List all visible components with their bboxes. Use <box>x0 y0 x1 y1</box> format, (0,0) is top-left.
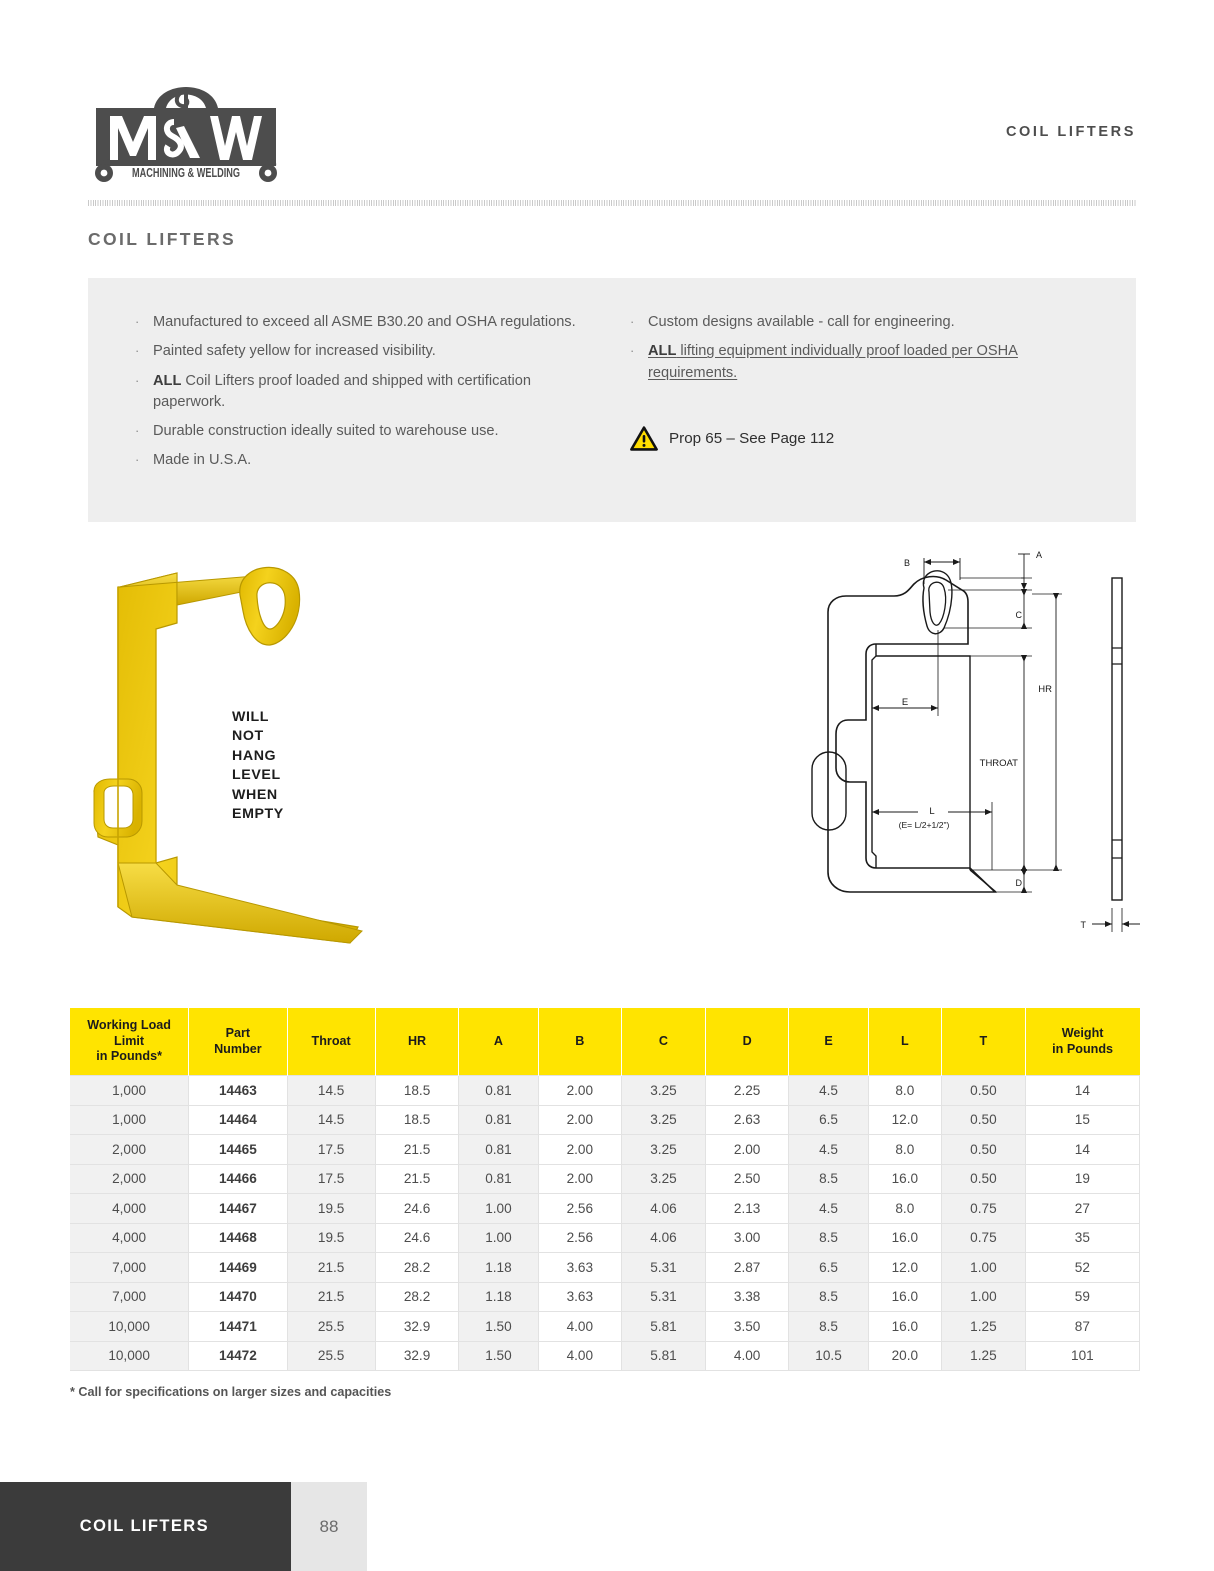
table-cell: 1,000 <box>70 1076 189 1106</box>
col-header-line: HR <box>407 1033 427 1048</box>
table-cell: 14472 <box>189 1341 287 1371</box>
table-cell: 2,000 <box>70 1164 189 1194</box>
feature-text-rest: Coil Lifters proof loaded and shipped with certification paperwork. <box>153 372 532 410</box>
table-cell: 8.0 <box>868 1194 941 1224</box>
table-cell: 14465 <box>189 1135 287 1165</box>
feature-text-rest: lifting equipment individually proof loaded per OSHA requirements. <box>648 343 1018 381</box>
table-cell: 4,000 <box>70 1194 189 1224</box>
table-cell: 12.0 <box>868 1105 941 1135</box>
table-cell: 0.50 <box>942 1164 1026 1194</box>
table-cell: 2.25 <box>705 1076 789 1106</box>
col-header-line: in Pounds <box>1052 1041 1114 1056</box>
table-cell: 3.25 <box>622 1164 706 1194</box>
col-header-t <box>942 1008 1026 1076</box>
col-header-throat <box>287 1008 375 1076</box>
company-logo <box>88 70 284 182</box>
col-header-d <box>705 1008 789 1076</box>
table-cell: 0.81 <box>459 1076 538 1106</box>
table-cell: 20.0 <box>868 1341 941 1371</box>
table-footnote: * Call for specifications on larger sizes and capacities <box>70 1385 392 1399</box>
table-cell: 21.5 <box>287 1253 375 1283</box>
table-cell: 2.00 <box>538 1105 622 1135</box>
col-header-working-load-limit <box>70 1008 189 1076</box>
table-cell: 0.75 <box>942 1223 1026 1253</box>
table-header <box>70 1008 1140 1076</box>
dim-label-e: E <box>901 697 909 708</box>
table-row <box>70 1105 1140 1135</box>
table-cell: 4.06 <box>622 1194 706 1224</box>
table-row <box>70 1341 1140 1371</box>
features-panel <box>88 278 1136 522</box>
dim-label-c: C <box>1015 610 1022 620</box>
feature-emphasis: ALL <box>153 372 182 389</box>
caption-line: WHEN <box>232 786 278 803</box>
specifications-table <box>70 1008 1140 1371</box>
col-header-line: C <box>658 1033 669 1048</box>
table-cell: 1.00 <box>459 1223 538 1253</box>
table-cell: 14470 <box>189 1282 287 1312</box>
table-cell: 32.9 <box>375 1312 459 1342</box>
table-cell: 4,000 <box>70 1223 189 1253</box>
table-cell: 4.5 <box>789 1076 868 1106</box>
table-cell: 2.00 <box>538 1135 622 1165</box>
table-cell: 1.00 <box>942 1253 1026 1283</box>
page-footer <box>0 1482 1214 1571</box>
table-cell: 10,000 <box>70 1341 189 1371</box>
col-header-b <box>538 1008 622 1076</box>
table-cell: 2,000 <box>70 1135 189 1165</box>
table-cell: 15 <box>1025 1105 1139 1135</box>
dim-label-e-formula: (E= L/2+1/2") <box>898 820 950 830</box>
table-cell: 14469 <box>189 1253 287 1283</box>
table-cell: 12.0 <box>868 1253 941 1283</box>
table-cell: 18.5 <box>375 1076 459 1106</box>
table-cell: 1,000 <box>70 1105 189 1135</box>
caption-line: NOT <box>232 728 264 745</box>
table-cell: 14467 <box>189 1194 287 1224</box>
feature-text <box>153 371 605 414</box>
table-cell: 28.2 <box>375 1253 459 1283</box>
table-cell: 4.06 <box>622 1223 706 1253</box>
table-cell: 5.31 <box>622 1282 706 1312</box>
table-cell: 24.6 <box>375 1194 459 1224</box>
table-cell: 3.25 <box>622 1135 706 1165</box>
table-row <box>70 1223 1140 1253</box>
table-cell: 2.56 <box>538 1223 622 1253</box>
table-row <box>70 1282 1140 1312</box>
col-header-line: L <box>900 1033 909 1048</box>
table-cell: 14463 <box>189 1076 287 1106</box>
table-cell: 4.5 <box>789 1135 868 1165</box>
table-cell: 3.63 <box>538 1282 622 1312</box>
table-cell: 3.63 <box>538 1253 622 1283</box>
table-cell: 16.0 <box>868 1312 941 1342</box>
table-cell: 6.5 <box>789 1253 868 1283</box>
feature-text: Manufactured to exceed all ASME B30.20 and OSHA regulations. <box>153 314 576 330</box>
table-cell: 8.5 <box>789 1164 868 1194</box>
table-cell: 0.50 <box>942 1076 1026 1106</box>
caption-line: EMPTY <box>232 806 284 823</box>
table-cell: 0.75 <box>942 1194 1026 1224</box>
table-cell: 2.00 <box>538 1076 622 1106</box>
prop65-notice <box>630 426 834 451</box>
col-header-line: Limit <box>114 1033 145 1048</box>
table-cell: 8.0 <box>868 1135 941 1165</box>
table-cell: 5.81 <box>622 1341 706 1371</box>
table-cell: 0.81 <box>459 1164 538 1194</box>
col-header-e <box>789 1008 868 1076</box>
table-cell: 14 <box>1025 1135 1139 1165</box>
table-cell: 17.5 <box>287 1164 375 1194</box>
col-header-part-number <box>189 1008 287 1076</box>
dimension-drawing-svg <box>810 540 1150 950</box>
list-item <box>135 341 605 362</box>
list-item <box>630 312 1100 333</box>
table-row <box>70 1135 1140 1165</box>
table-cell: 6.5 <box>789 1105 868 1135</box>
table-row <box>70 1312 1140 1342</box>
dim-label-b: B <box>903 558 910 568</box>
table-cell: 2.87 <box>705 1253 789 1283</box>
footer-category-label: COIL LIFTERS <box>79 1517 209 1535</box>
list-item <box>135 450 605 471</box>
bullet-icon: · <box>630 343 635 359</box>
bullet-icon: · <box>630 314 635 329</box>
table-cell: 3.50 <box>705 1312 789 1342</box>
feature-text: Custom designs available - call for engineering. <box>648 314 955 330</box>
col-header-line: Throat <box>311 1033 351 1048</box>
table-row <box>70 1164 1140 1194</box>
table-row <box>70 1194 1140 1224</box>
table-cell: 10.5 <box>789 1341 868 1371</box>
table-cell: 1.00 <box>942 1282 1026 1312</box>
table-cell: 8.5 <box>789 1282 868 1312</box>
photo-caption <box>232 708 284 825</box>
table-cell: 101 <box>1025 1341 1139 1371</box>
table-cell: 2.00 <box>705 1135 789 1165</box>
table-cell: 25.5 <box>287 1341 375 1371</box>
col-header-weight <box>1025 1008 1139 1076</box>
table-row <box>70 1076 1140 1106</box>
dim-label-a: A <box>1036 550 1043 560</box>
col-header-line: E <box>824 1033 833 1048</box>
table-cell: 0.50 <box>942 1105 1026 1135</box>
feature-text <box>648 341 1100 384</box>
table-cell: 87 <box>1025 1312 1139 1342</box>
table-cell: 14471 <box>189 1312 287 1342</box>
col-header-hr <box>375 1008 459 1076</box>
table-cell: 1.18 <box>459 1253 538 1283</box>
table-cell: 2.13 <box>705 1194 789 1224</box>
col-header-a <box>459 1008 538 1076</box>
bullet-icon: · <box>135 343 140 359</box>
col-header-line: in Pounds* <box>96 1049 162 1064</box>
table-cell: 19 <box>1025 1164 1139 1194</box>
table-cell: 18.5 <box>375 1105 459 1135</box>
table-cell: 25.5 <box>287 1312 375 1342</box>
table-cell: 19.5 <box>287 1194 375 1224</box>
table-cell: 32.9 <box>375 1341 459 1371</box>
dim-label-hr: HR <box>1038 684 1052 695</box>
table-cell: 16.0 <box>868 1223 941 1253</box>
col-header-line: D <box>742 1033 752 1048</box>
caption-line: WILL <box>232 709 270 725</box>
table-cell: 16.0 <box>868 1282 941 1312</box>
table-cell: 1.50 <box>459 1312 538 1342</box>
table-cell: 3.25 <box>622 1076 706 1106</box>
col-header-line: A <box>493 1033 503 1048</box>
table-cell: 14 <box>1025 1076 1139 1106</box>
table-cell: 24.6 <box>375 1223 459 1253</box>
table-cell: 7,000 <box>70 1253 189 1283</box>
page-title: COIL LIFTERS <box>88 229 237 249</box>
bullet-icon: · <box>135 452 140 468</box>
table-cell: 10,000 <box>70 1312 189 1342</box>
list-item <box>630 341 1100 384</box>
table-cell: 2.63 <box>705 1105 789 1135</box>
col-header-line: B <box>575 1033 585 1048</box>
prop65-label: Prop 65 – See Page 112 <box>669 430 835 447</box>
table-cell: 8.5 <box>789 1223 868 1253</box>
table-cell: 59 <box>1025 1282 1139 1312</box>
mw-logo-icon <box>88 70 284 182</box>
table-cell: 21.5 <box>287 1282 375 1312</box>
bullet-icon: · <box>135 372 140 388</box>
col-header-line: Weight <box>1061 1025 1104 1040</box>
dim-label-throat: THROAT <box>979 758 1018 769</box>
caption-line: HANG <box>232 747 277 764</box>
table-cell: 2.56 <box>538 1194 622 1224</box>
col-header-line: Number <box>214 1041 262 1056</box>
table-cell: 14.5 <box>287 1105 375 1135</box>
list-item <box>135 371 605 414</box>
feature-text: Made in U.S.A. <box>153 452 252 469</box>
table-cell: 1.00 <box>459 1194 538 1224</box>
table-cell: 14464 <box>189 1105 287 1135</box>
table-cell: 3.25 <box>622 1105 706 1135</box>
table-header-row <box>70 1008 1140 1076</box>
table-cell: 2.00 <box>538 1164 622 1194</box>
table-cell: 19.5 <box>287 1223 375 1253</box>
table-cell: 0.81 <box>459 1105 538 1135</box>
caption-line: LEVEL <box>232 767 281 784</box>
table-cell: 14468 <box>189 1223 287 1253</box>
col-header-l <box>868 1008 941 1076</box>
table-cell: 0.81 <box>459 1135 538 1165</box>
table-cell: 1.25 <box>942 1312 1026 1342</box>
col-header-line: Working Load <box>87 1018 171 1032</box>
table-cell: 5.31 <box>622 1253 706 1283</box>
page-header <box>0 0 1214 200</box>
table-cell: 52 <box>1025 1253 1139 1283</box>
warning-triangle-icon <box>630 426 658 451</box>
running-header-title: COIL LIFTERS <box>1005 124 1136 140</box>
table-row <box>70 1253 1140 1283</box>
table-cell: 1.18 <box>459 1282 538 1312</box>
col-header-line: Part <box>225 1025 251 1040</box>
dim-label-d: D <box>1015 878 1022 888</box>
footer-category-block <box>0 1482 291 1571</box>
technical-drawing <box>810 540 1150 950</box>
spec-table <box>70 1008 1140 1371</box>
table-cell: 3.38 <box>705 1282 789 1312</box>
table-cell: 17.5 <box>287 1135 375 1165</box>
table-cell: 16.0 <box>868 1164 941 1194</box>
logo-tagline-text: MACHINING & WELDING <box>132 166 240 180</box>
table-cell: 4.00 <box>538 1312 622 1342</box>
header-divider <box>88 200 1136 206</box>
table-cell: 14.5 <box>287 1076 375 1106</box>
feature-emphasis: ALL <box>648 343 677 360</box>
table-cell: 14466 <box>189 1164 287 1194</box>
dim-label-t: T <box>1080 920 1086 930</box>
table-cell: 8.5 <box>789 1312 868 1342</box>
table-cell: 3.00 <box>705 1223 789 1253</box>
table-cell: 21.5 <box>375 1135 459 1165</box>
bullet-icon: · <box>135 314 140 329</box>
features-column-left <box>135 312 605 480</box>
table-cell: 4.5 <box>789 1194 868 1224</box>
table-cell: 1.50 <box>459 1341 538 1371</box>
dim-label-l: L <box>929 806 935 817</box>
features-column-right <box>630 312 1100 392</box>
page-number: 88 <box>319 1516 339 1536</box>
table-cell: 0.50 <box>942 1135 1026 1165</box>
table-cell: 1.25 <box>942 1341 1026 1371</box>
table-cell: 2.50 <box>705 1164 789 1194</box>
table-cell: 8.0 <box>868 1076 941 1106</box>
col-header-c <box>622 1008 706 1076</box>
table-cell: 4.00 <box>705 1341 789 1371</box>
bullet-icon: · <box>135 423 140 439</box>
table-body <box>70 1076 1140 1371</box>
table-cell: 21.5 <box>375 1164 459 1194</box>
list-item <box>135 421 605 442</box>
feature-text: Durable construction ideally suited to warehouse use. <box>153 423 499 440</box>
feature-text: Painted safety yellow for increased visibility. <box>153 343 436 360</box>
table-cell: 27 <box>1025 1194 1139 1224</box>
table-cell: 7,000 <box>70 1282 189 1312</box>
list-item <box>135 312 605 333</box>
table-cell: 5.81 <box>622 1312 706 1342</box>
col-header-line: T <box>979 1033 988 1048</box>
footer-page-block <box>291 1482 367 1571</box>
table-cell: 28.2 <box>375 1282 459 1312</box>
table-cell: 35 <box>1025 1223 1139 1253</box>
table-cell: 4.00 <box>538 1341 622 1371</box>
